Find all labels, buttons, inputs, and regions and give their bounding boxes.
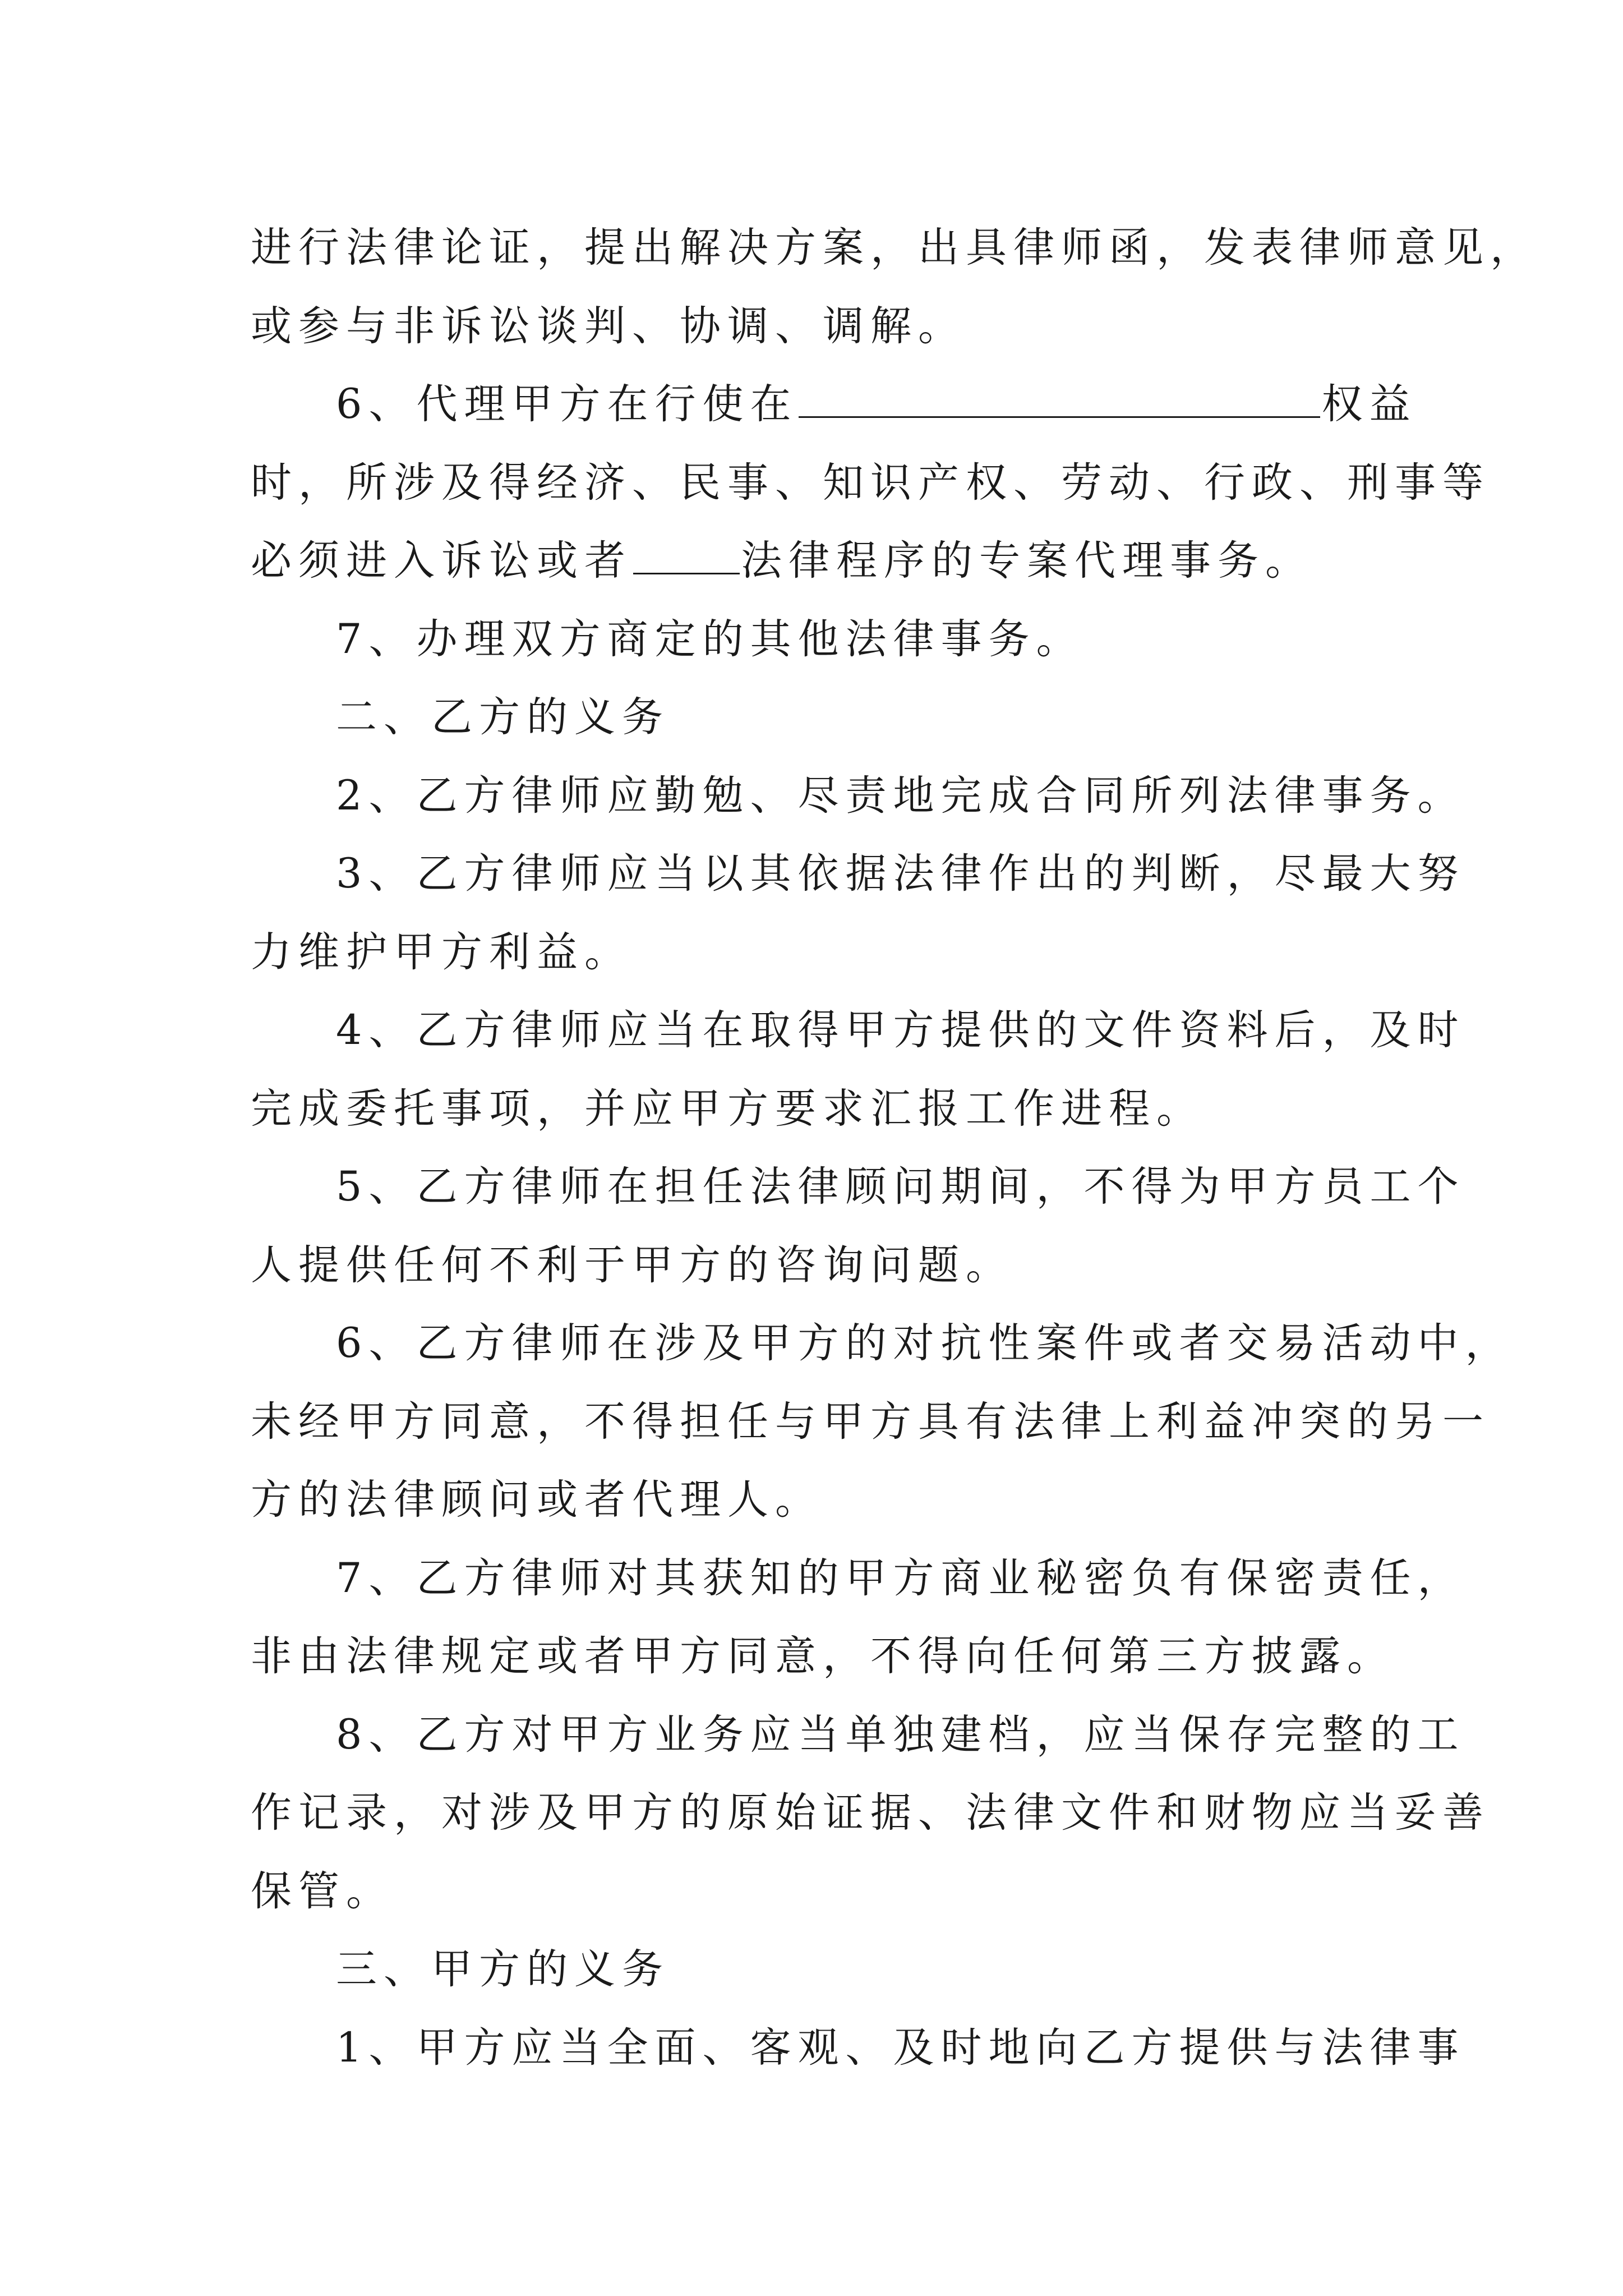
text-line: 8、乙方对甲方业务应当单独建档，应当保存完整的工 bbox=[336, 1710, 1465, 1759]
text-line: 7、乙方律师对其获知的甲方商业秘密负有保密责任， bbox=[336, 1554, 1465, 1602]
text-line: 7、办理双方商定的其他法律事务。 bbox=[336, 615, 1084, 663]
text-segment: 必须进入诉讼或者 bbox=[251, 537, 632, 585]
text-segment: 权益 bbox=[1321, 380, 1417, 428]
fill-in-blank[interactable] bbox=[799, 383, 1320, 418]
text-line: 6、乙方律师在涉及甲方的对抗性案件或者交易活动中， bbox=[336, 1319, 1513, 1367]
section-heading: 三、甲方的义务 bbox=[336, 1945, 670, 1993]
text-line: 3、乙方律师应当以其依据法律作出的判断，尽最大努 bbox=[336, 850, 1465, 898]
text-line: 5、乙方律师在担任法律顾问期间，不得为甲方员工个 bbox=[336, 1163, 1465, 1211]
text-line: 或参与非诉讼谈判、协调、调解。 bbox=[251, 302, 966, 350]
text-line: 方的法律顾问或者代理人。 bbox=[251, 1476, 823, 1524]
text-line: 进行法律论证，提出解决方案，出具律师函，发表律师意见， bbox=[251, 224, 1538, 272]
text-line: 未经甲方同意，不得担任与甲方具有法律上利益冲突的另一 bbox=[251, 1397, 1490, 1446]
clause-6-line bbox=[251, 365, 1417, 444]
clause-6-cont-line bbox=[251, 522, 1384, 600]
document-page bbox=[251, 209, 1538, 2087]
text-line: 保管。 bbox=[251, 1867, 394, 1915]
text-segment: 6、代理甲方在行使在 bbox=[336, 380, 798, 428]
text-line: 力维护甲方利益。 bbox=[251, 928, 632, 976]
text-line: 非由法律规定或者甲方同意，不得向任何第三方披露。 bbox=[251, 1632, 1395, 1680]
text-line: 人提供任何不利于甲方的咨询问题。 bbox=[251, 1241, 1013, 1289]
text-line: 时，所涉及得经济、民事、知识产权、劳动、行政、刑事等 bbox=[251, 458, 1490, 507]
fill-in-blank[interactable] bbox=[633, 539, 740, 574]
text-segment: 法律程序的专案代理事务。 bbox=[741, 537, 1313, 585]
section-heading: 二、乙方的义务 bbox=[336, 693, 670, 741]
text-line: 作记录，对涉及甲方的原始证据、法律文件和财物应当妥善 bbox=[251, 1789, 1490, 1837]
text-line: 4、乙方律师应当在取得甲方提供的文件资料后，及时 bbox=[336, 1006, 1465, 1054]
text-line: 完成委托事项，并应甲方要求汇报工作进程。 bbox=[251, 1084, 1204, 1133]
text-line: 2、乙方律师应勤勉、尽责地完成合同所列法律事务。 bbox=[336, 771, 1465, 820]
text-line: 1、甲方应当全面、客观、及时地向乙方提供与法律事 bbox=[336, 2023, 1465, 2072]
